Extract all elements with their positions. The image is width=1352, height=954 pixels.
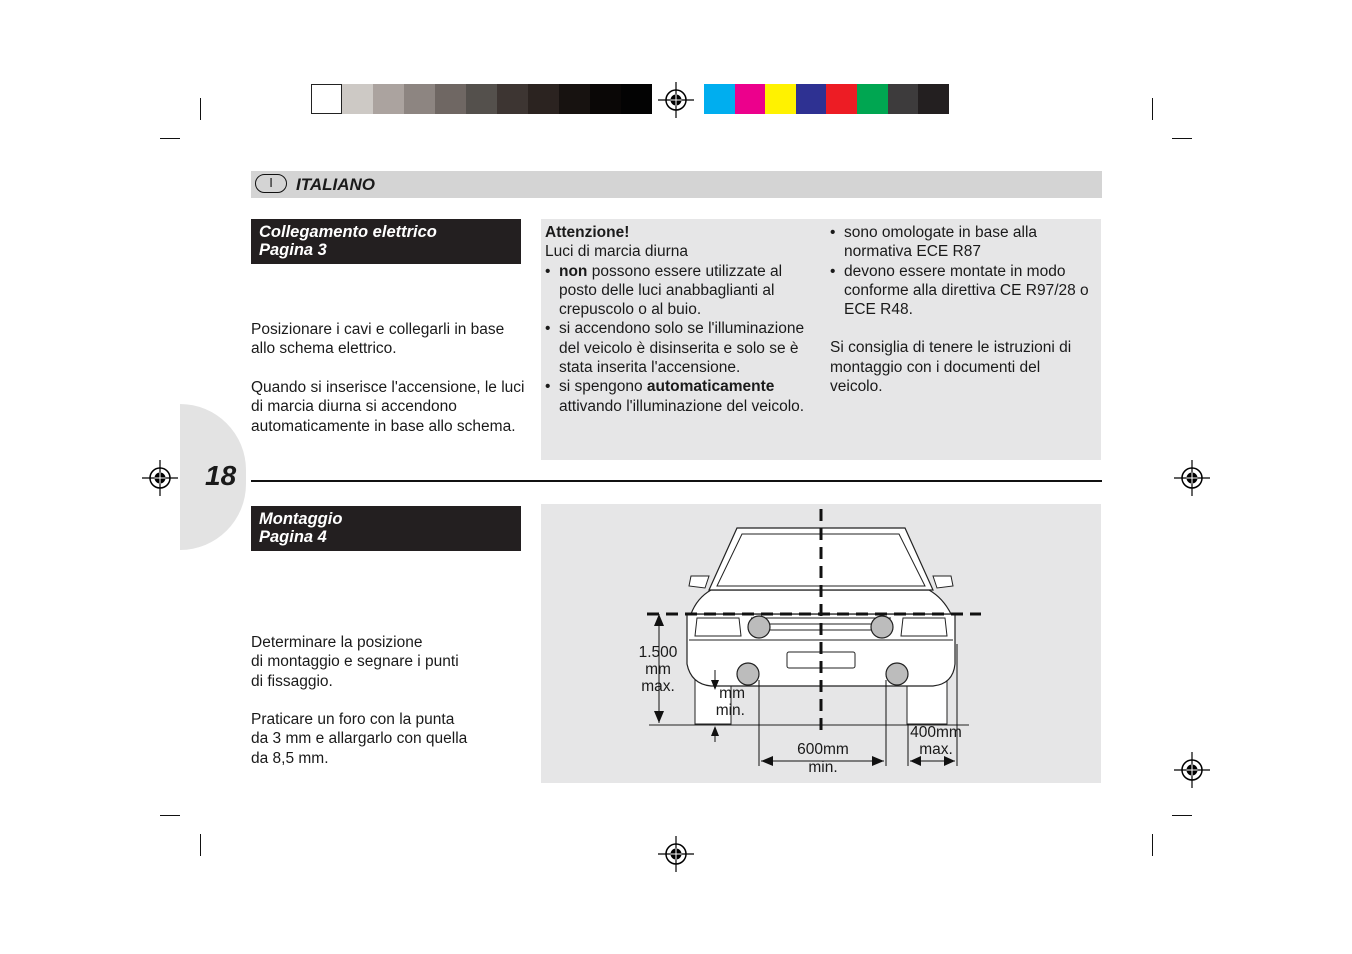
color-swatch (888, 84, 919, 114)
crop-mark (200, 98, 201, 120)
crop-mark (160, 138, 180, 139)
heading-line: Pagina 4 (259, 528, 327, 546)
bullet-bold: non (559, 262, 588, 280)
color-swatch (404, 84, 435, 114)
text-line: di montaggio e segnare i punti (251, 653, 459, 671)
color-swatch (435, 84, 466, 114)
language-label: ITALIANO (296, 175, 376, 194)
heading-line: Montaggio (259, 510, 343, 528)
registration-mark-icon (1174, 752, 1210, 788)
attention-bullet: • devono essere montate in modo conforme alla direttiva CE R97/28 o ECE R48. (830, 262, 1090, 320)
language-bar (251, 171, 1102, 198)
mounting-diagram (541, 504, 1101, 783)
color-swatch (857, 84, 888, 114)
bullet-text: possono essere utilizzate al posto delle luci anabbaglianti al crepuscolo o al buio. (559, 262, 783, 319)
attention-bullet (545, 377, 815, 416)
section1-para1: Posizionare i cavi e collegarli in base allo schema elettrico. (251, 321, 505, 358)
crop-mark (160, 815, 180, 816)
color-swatch (559, 84, 590, 114)
color-swatch (735, 84, 766, 114)
section-divider (251, 480, 1102, 482)
color-swatch (826, 84, 857, 114)
attention-bullet: • si accendono solo se l'illuminazione del veicolo è disinserita e solo se è stata inserita l'accensione. (545, 319, 815, 377)
color-swatch (918, 84, 949, 114)
bullet-text: si spengono (559, 378, 647, 396)
attention-bullet: • sono omologate in base alla normativa ECE R87 (830, 223, 1090, 262)
crop-mark (1152, 834, 1153, 856)
section2-para2 (251, 710, 526, 768)
edge-distance-label (901, 724, 971, 758)
label-line: max. (919, 741, 953, 758)
label-line: min. (808, 759, 838, 776)
heading-line: Pagina 3 (259, 241, 327, 259)
color-swatch (704, 84, 735, 114)
color-swatch (342, 84, 373, 114)
color-swatch (466, 84, 497, 114)
page-number: 18 (205, 460, 237, 491)
color-swatch (497, 84, 528, 114)
color-swatch (528, 84, 559, 114)
bullet-text: attivando l'illuminazione del veicolo. (559, 397, 805, 415)
section-heading-montaggio (251, 506, 521, 551)
attention-bullet (545, 262, 815, 320)
attention-note: Si consiglia di tenere le istruzioni di montaggio con i documenti del veicolo. (830, 339, 1072, 396)
section1-para2: Quando si inserisce l'accensione, le luci di marcia diurna si accendono automaticamente in base allo schema. (251, 379, 525, 435)
attention-box (541, 219, 1101, 460)
text-line: di fissaggio. (251, 672, 333, 690)
color-swatch (373, 84, 404, 114)
color-swatch (621, 84, 652, 114)
label-line: max. (641, 678, 675, 695)
attention-col-left (545, 223, 815, 416)
section-heading-collegamento (251, 219, 521, 264)
label-line: min. (715, 702, 745, 719)
text-line: da 3 mm e allargarlo con quella (251, 730, 468, 748)
attention-col-right (830, 223, 1090, 396)
section2-para1 (251, 633, 526, 691)
text-line: Praticare un foro con la punta (251, 711, 455, 728)
heading-line: Collegamento elettrico (259, 223, 437, 241)
color-swatch (590, 84, 621, 114)
spacing-label (783, 741, 863, 777)
label-line: 600mm (797, 741, 849, 758)
bullet-bold: automaticamente (646, 378, 775, 396)
registration-mark-icon (658, 836, 694, 872)
crop-mark (200, 834, 201, 856)
attention-title: Attenzione! (545, 224, 630, 241)
crop-mark (1152, 98, 1153, 120)
language-badge: I (255, 174, 287, 193)
registration-mark-icon (1174, 460, 1210, 496)
crop-mark (1172, 138, 1192, 139)
label-line: 400mm (910, 724, 962, 741)
label-line: mm (719, 685, 745, 702)
color-swatch (311, 84, 342, 114)
height-max-label (633, 644, 683, 695)
text-line: Determinare la posizione (251, 634, 423, 651)
height-min-label (695, 685, 745, 719)
crop-mark (1172, 815, 1192, 816)
registration-mark-icon (658, 82, 694, 118)
text-line: da 8,5 mm. (251, 749, 329, 767)
label-line: 1.500 (638, 644, 678, 661)
color-swatch (765, 84, 796, 114)
color-swatch (796, 84, 827, 114)
label-line: mm (645, 661, 671, 678)
registration-mark-icon (142, 460, 178, 496)
attention-subtitle: Luci di marcia diurna (545, 243, 689, 261)
